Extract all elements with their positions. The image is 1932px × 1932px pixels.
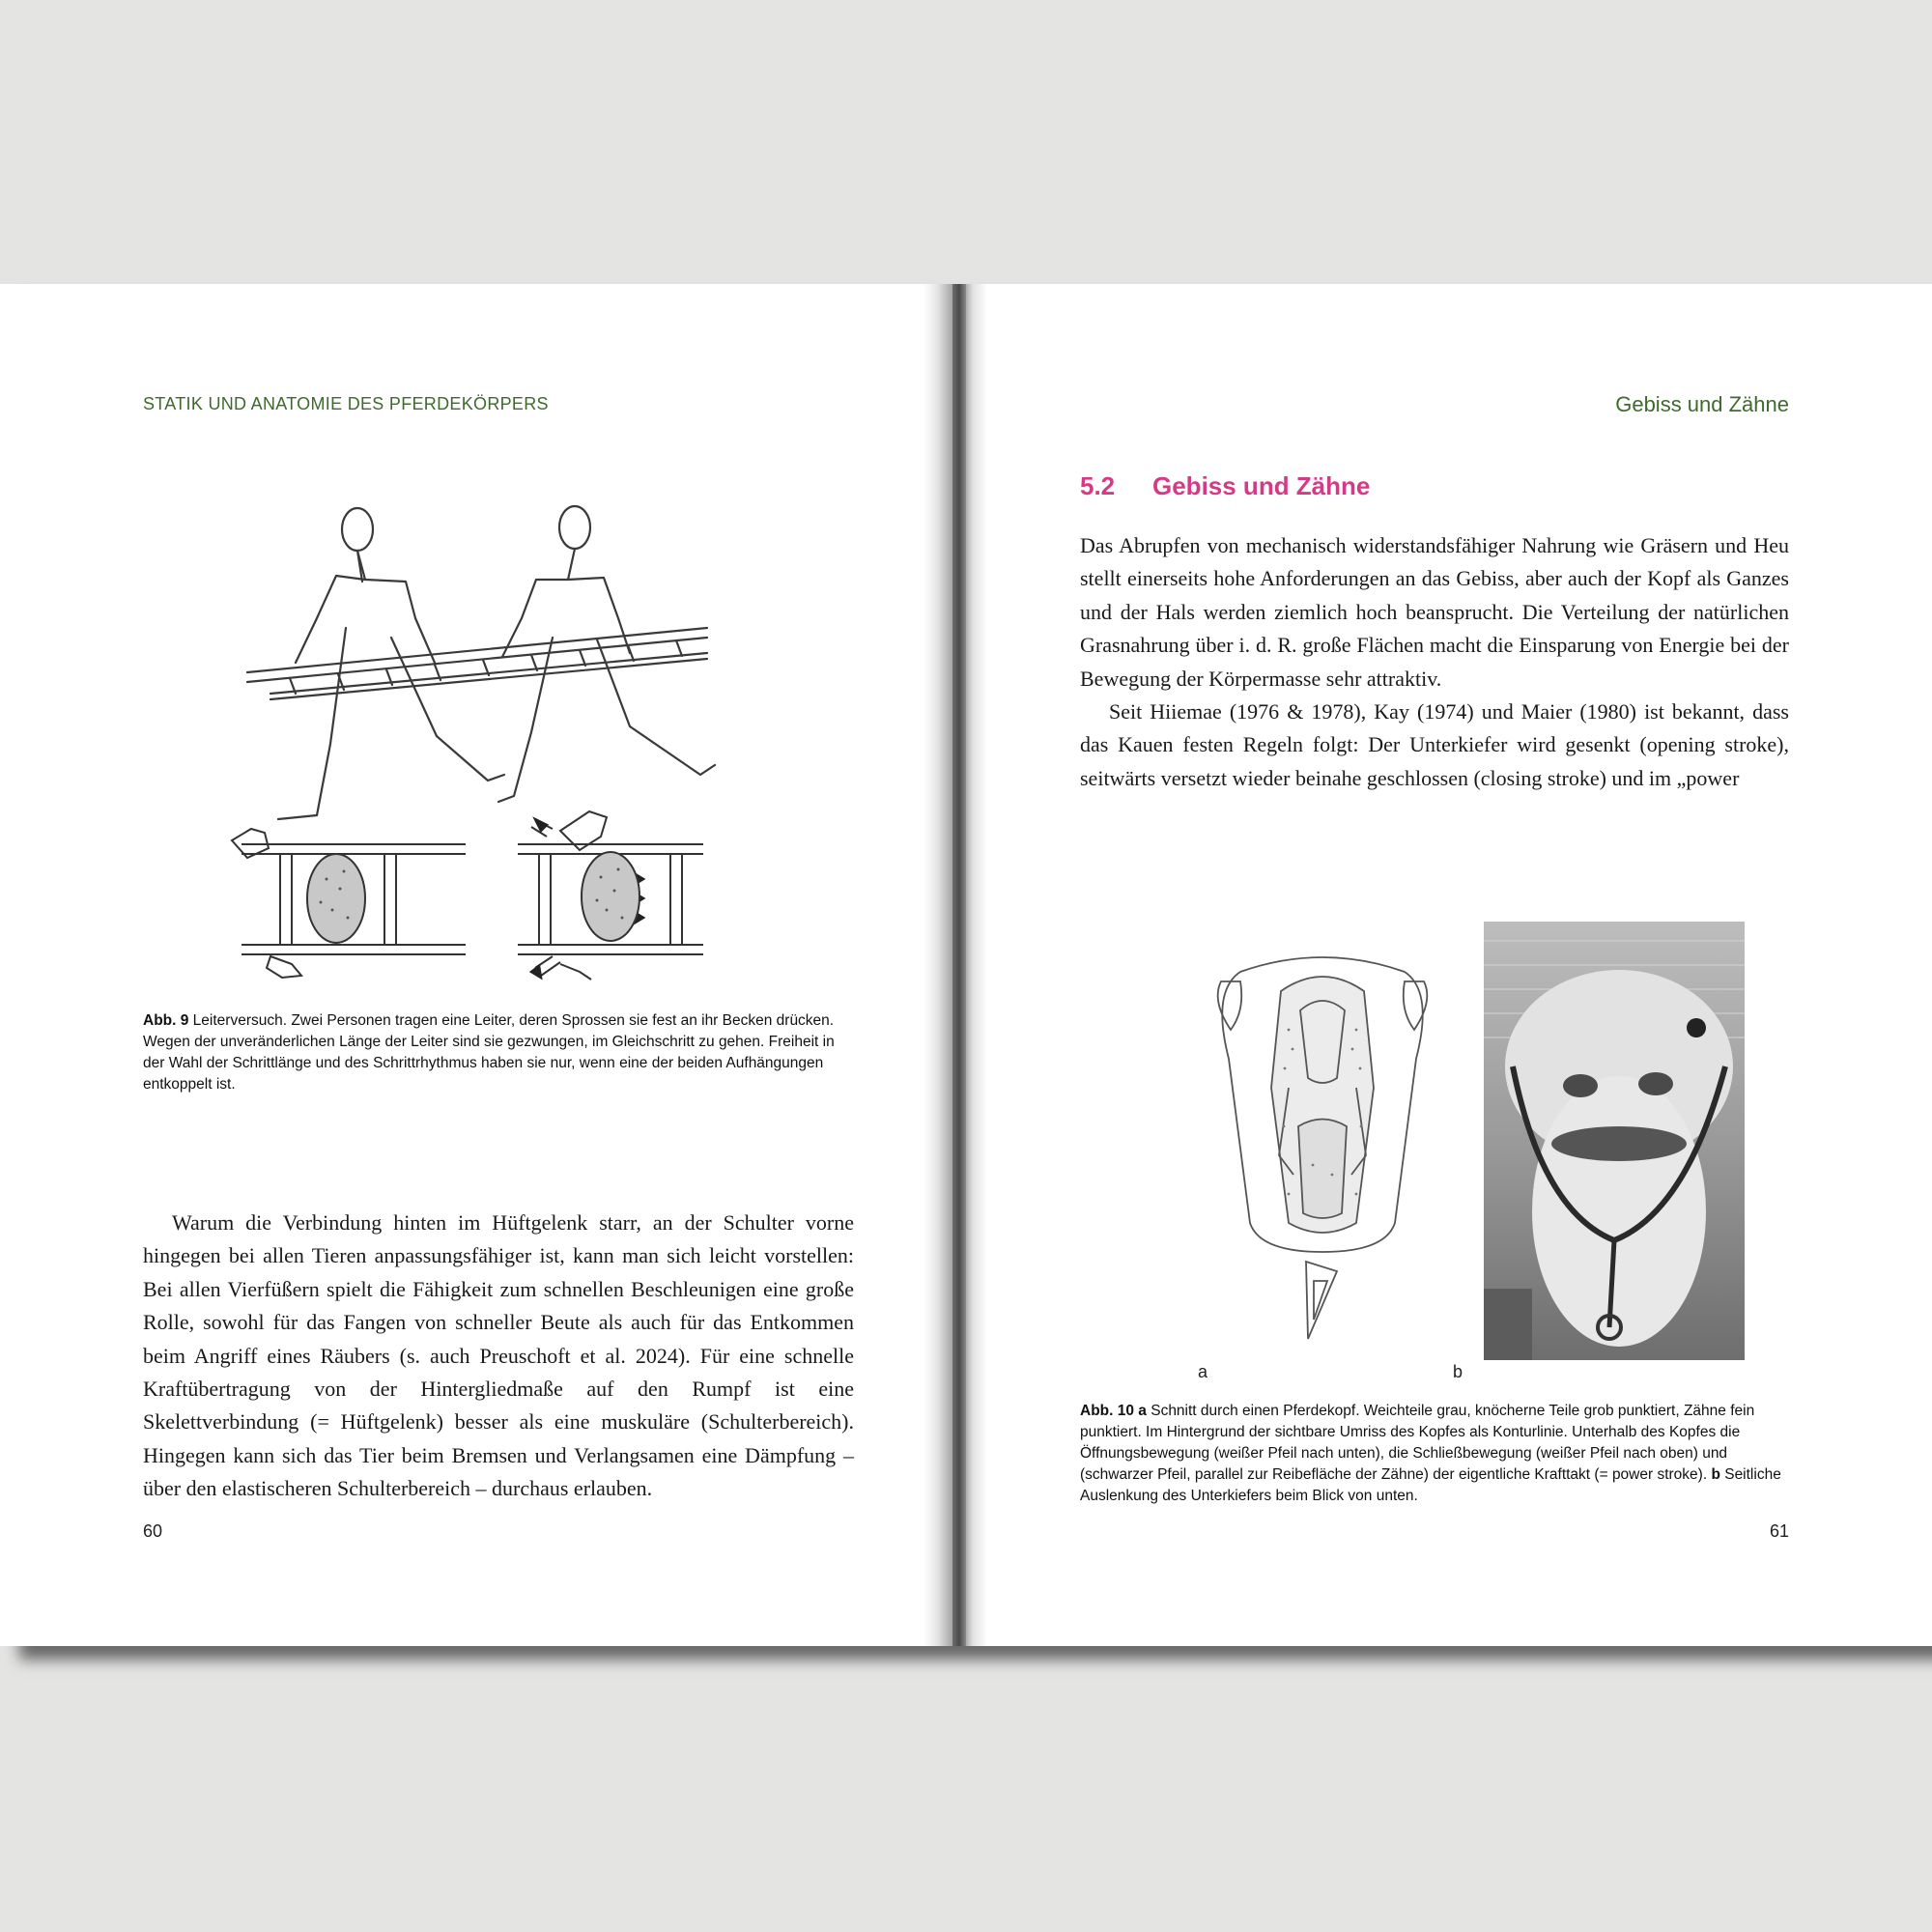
running-head-left: STATIK UND ANATOMIE DES PFERDEKÖRPERS: [143, 394, 549, 413]
figure-9-label: Abb. 9: [143, 1012, 189, 1029]
figure-10-label-b: b: [1453, 1362, 1463, 1381]
figure-10-caption: [1080, 1401, 1789, 1507]
figure-9-caption-text: Leiterversuch. Zwei Personen tragen eine Leiter, deren Sprossen sie fest an ihr Becken drücken. Wegen der unveränderlichen Länge der Leiter sind sie gezwungen, im Gleichschritt zu gehen. Freiheit in der Wahl der Schrittlänge und des Schrittrhythmus haben sie nur, wenn eine der beiden Aufhängungen entkoppelt ist.: [143, 1012, 835, 1093]
figure-9-ladder-drawing: [213, 473, 749, 980]
figure-10-part-b-label: b: [1707, 1466, 1720, 1483]
right-body-paragraph-2: Seit Hiiemae (1976 & 1978), Kay (1974) und Maier (1980) ist bekannt, dass das Kauen festen Regeln folgt: Der Unterkiefer wird gesenkt (opening stroke), seitwärts versetzt wieder beinahe geschlossen (closing stroke) und im „power: [1080, 699, 1789, 790]
left-body-text: [143, 1207, 854, 1506]
figure-9-caption: [143, 1010, 854, 1095]
section-heading: [1080, 471, 1370, 501]
figure-10b-horse-photo: [1484, 922, 1745, 1360]
figure-10-label: Abb. 10: [1080, 1403, 1134, 1419]
right-body-paragraph-1: Das Abrupfen von mechanisch widerstandsfähiger Nahrung wie Gräsern und Heu stellt einerseits hohe Anforderungen an das Gebiss, aber auch der Kopf als Ganzes und der Hals werden ziemlich hoch beansprucht. Die Verteilung der natürlichen Grasnahrung über i. d. R. große Flächen macht die Einsparung von Energie bei der Bewegung der Körpermasse sehr attraktiv.: [1080, 533, 1789, 691]
figure-10-part-a-text: Schnitt durch einen Pferdekopf. Weichteile grau, knöcherne Teile grob punktiert, Zähne fein punktiert. Im Hintergrund der sichtbare Umriss des Kopfes als Konturlinie. Unterhalb des Kopfes die Öffnungsbewegung (weißer Pfeil nach unten), die Schließbewegung (weißer Pfeil nach oben) und (schwarzer Pfeil, parallel zur Reibefläche der Zähne) der eigentliche Krafttakt (= power stroke).: [1080, 1403, 1755, 1483]
section-number: 5.2: [1080, 471, 1116, 500]
right-page: [958, 284, 1932, 1646]
figure-10-part-b-text: Seitliche Auslenkung des Unterkiefers beim Blick von unten.: [1080, 1466, 1781, 1504]
left-page: [0, 284, 958, 1646]
running-head-right: Gebiss und Zähne: [1615, 392, 1789, 416]
page-number-right: 61: [1769, 1521, 1789, 1541]
figure-10-label-a: a: [1198, 1362, 1208, 1381]
right-body-text: [1080, 529, 1789, 795]
section-title: Gebiss und Zähne: [1152, 471, 1371, 500]
book-spine-fold: [952, 284, 966, 1646]
left-body-paragraph: Warum die Verbindung hinten im Hüftgelenk starr, an der Schulter vorne hingegen bei allen Tieren anpassungsfähiger ist, kann man sich leicht vorstellen: Bei allen Vierfüßern spielt die Fähigkeit zum schnellen Beschleunigen eine große Rolle, sowohl für das Fangen von schneller Beute als auch für das Entkommen beim Angriff eines Räubers (s. auch Preuschoft et al. 2024). Für eine schnelle Kraftübertragung von der Hintergliedmaße auf den Rumpf ist eine Skelettverbindung (= Hüftgelenk) besser als eine muskuläre (Schulterbereich). Hingegen kann sich das Tier beim Bremsen und Verlangsamen eine Dämpfung – über den elastischeren Schulterbereich – durchaus erlauben.: [143, 1210, 854, 1501]
page-number-left: 60: [143, 1521, 163, 1541]
book-spread: [0, 284, 1932, 1646]
figure-10-part-a-label: a: [1133, 1403, 1147, 1419]
figure-10a-head-section-drawing: [1192, 933, 1453, 1368]
